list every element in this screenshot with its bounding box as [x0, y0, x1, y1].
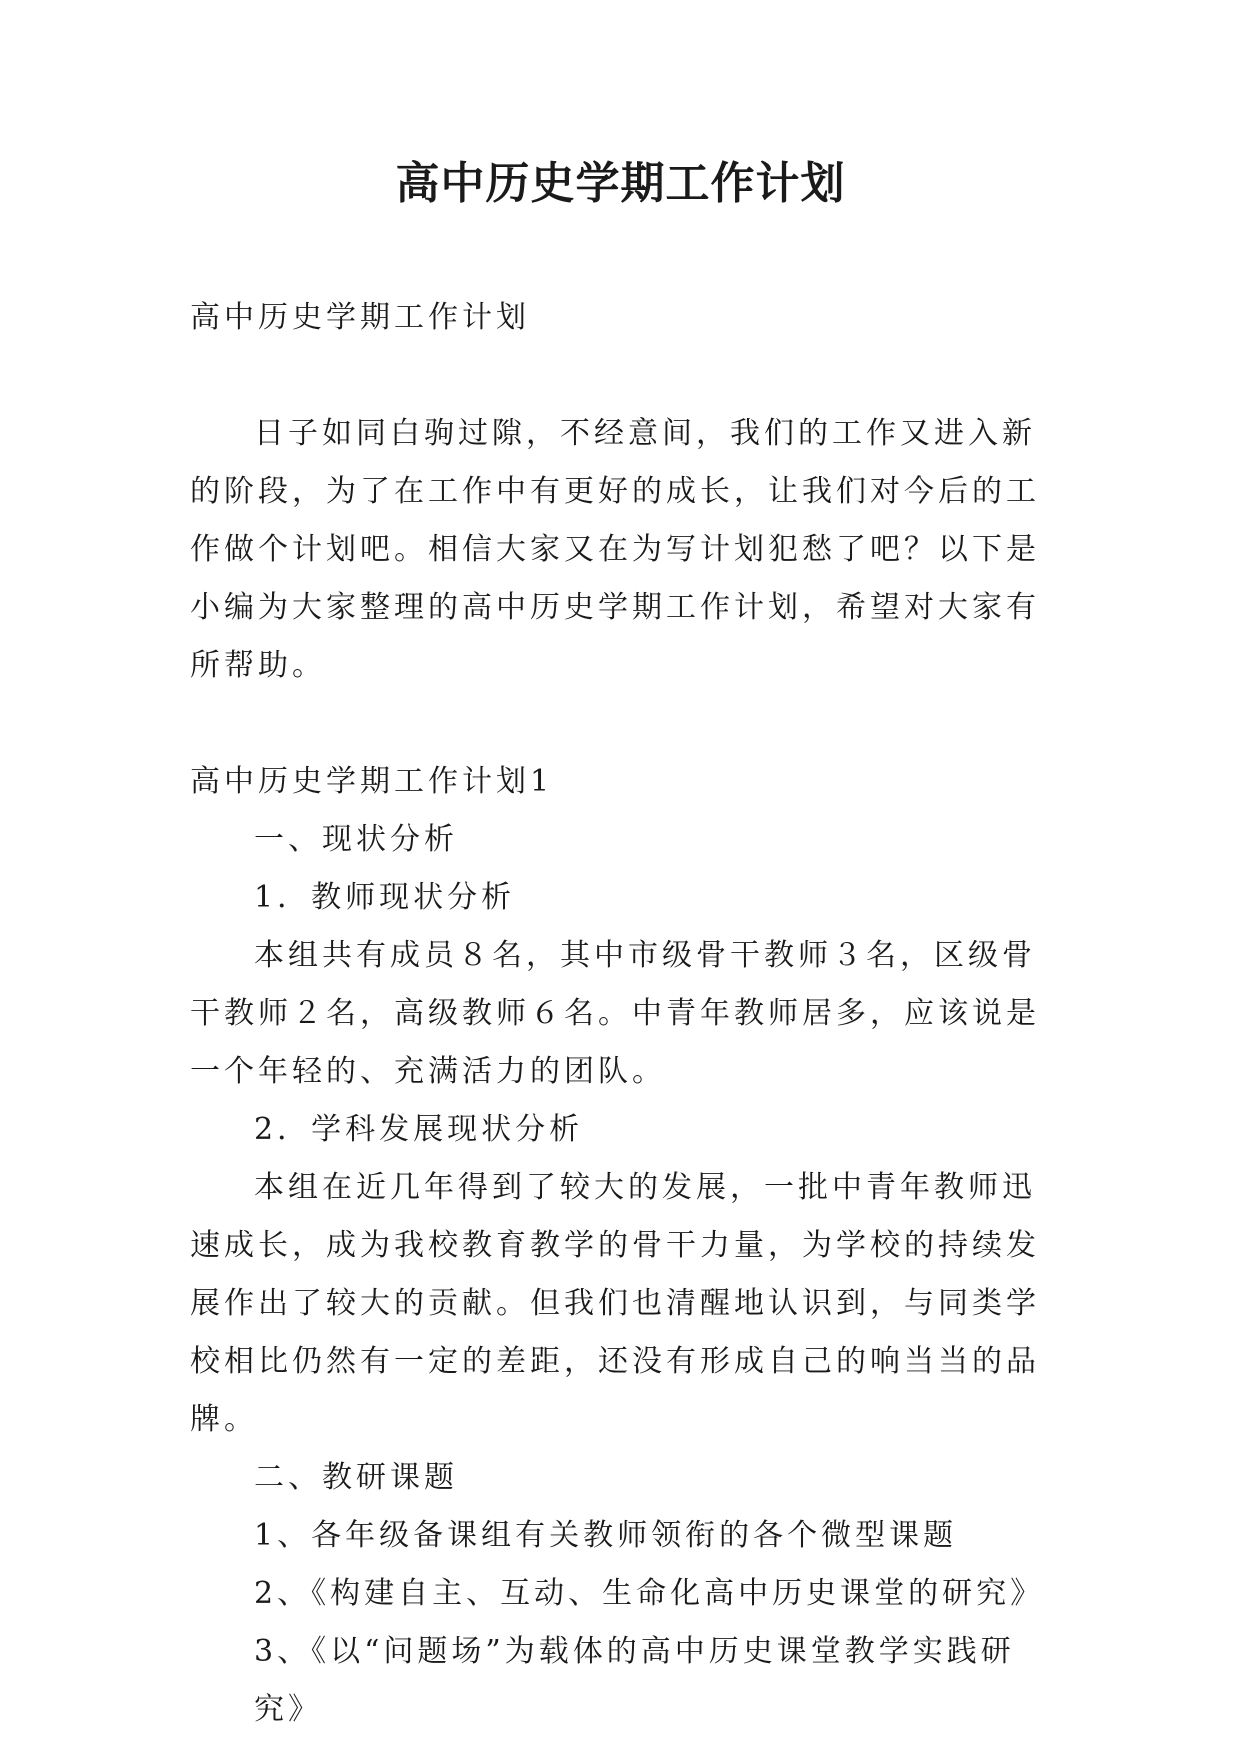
document-subtitle: 高中历史学期工作计划 [190, 300, 530, 335]
document-title: 高中历史学期工作计划 [395, 158, 846, 209]
research-item: 2、《构建自主、互动、生命化高中历史课堂的研究》 [254, 1576, 1045, 1611]
part-heading-research: 二、教研课题 [254, 1460, 458, 1495]
item-text-teachers: 本组共有成员８名，其中市级骨干教师３名，区级骨干教师２名，高级教师６名。中青年教师居多，应该说是一个年轻的、充满活力的团队。 [190, 938, 1040, 1089]
item-text-discipline: 本组在近几年得到了较大的发展，一批中青年教师迅速成长，成为我校教育教学的骨干力量，为学校的持续发展作出了较大的贡献。但我们也清醒地认识到，与同类学校相比仍然有一定的差距，还没有形成自己的响当当的品牌。 [190, 1170, 1040, 1437]
section-heading: 高中历史学期工作计划1 [190, 764, 554, 799]
research-item: 3、《以“问题场”为载体的高中历史课堂教学实践研究》 [254, 1634, 1015, 1727]
item-heading-teachers: 1．教师现状分析 [254, 880, 516, 915]
document-body [190, 289, 1060, 1739]
research-item: 1、各年级备课组有关教师领衔的各个微型课题 [254, 1518, 958, 1553]
part-heading-status: 一、现状分析 [254, 822, 458, 857]
intro-paragraph: 日子如同白驹过隙，不经意间，我们的工作又进入新的阶段，为了在工作中有更好的成长，让我们对今后的工作做个计划吧。相信大家又在为写计划犯愁了吧？以下是小编为大家整理的高中历史学期工作计划，希望对大家有所帮助。 [190, 416, 1040, 683]
item-heading-discipline: 2．学科发展现状分析 [254, 1112, 584, 1147]
